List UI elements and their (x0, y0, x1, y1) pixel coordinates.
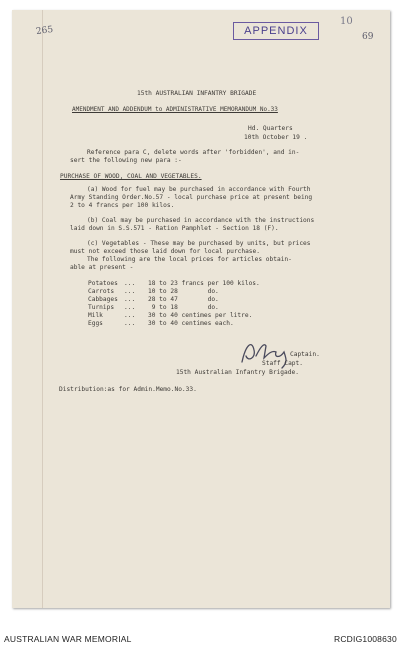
origin-hq: Hd. Quarters (248, 125, 293, 132)
handwritten-folio-number: 69 (362, 32, 374, 42)
price-value: 30 to 40 centimes each. (148, 320, 234, 327)
price-item: Turnips (88, 304, 115, 311)
reference-line-2: sert the following new para :- (70, 157, 182, 164)
price-value: 30 to 40 centimes per litre. (148, 312, 253, 319)
handwritten-annotation: 10 (340, 16, 353, 27)
para-c-line-4: able at present - (70, 264, 134, 271)
price-dots: ... (124, 304, 136, 311)
price-value: 28 to 47 do. (148, 296, 219, 303)
price-dots: ... (124, 288, 136, 295)
price-item: Potatoes (88, 280, 118, 287)
brigade-heading: 15th AUSTRALIAN INFANTRY BRIGADE (137, 90, 257, 97)
signatory-role: Staff Capt. (262, 360, 303, 367)
price-item: Eggs (88, 320, 103, 327)
para-c-line-1: (c) Vegetables - These may be purchased by units, but prices (87, 240, 311, 247)
para-b-line-1: (b) Coal may be purchased in accordance with the instructions (87, 217, 315, 224)
footer-record-id: RCDIG1008630 (334, 634, 397, 644)
margin-line (42, 10, 43, 608)
para-a-line-1: (a) Wood for fuel may be purchased in accordance with Fourth (87, 186, 311, 193)
price-item: Carrots (88, 288, 115, 295)
signatory-rank: Captain. (290, 351, 320, 358)
appendix-stamp: APPENDIX (233, 22, 319, 40)
price-item: Cabbages (88, 296, 118, 303)
price-item: Milk (88, 312, 103, 319)
reference-line-1: Reference para C, delete words after 'forbidden', and in- (87, 149, 300, 156)
price-value: 10 to 28 do. (148, 288, 219, 295)
price-dots: ... (124, 296, 136, 303)
document-title: AMENDMENT AND ADDENDUM to ADMINISTRATIVE MEMORANDUM No.33 (72, 106, 278, 113)
signatory-unit: 15th Australian Infantry Brigade. (176, 369, 299, 376)
para-a-line-2: Army Standing Order.No.57 - local purchase price at present being (70, 194, 313, 201)
price-dots: ... (124, 312, 136, 319)
para-c-line-3: The following are the local prices for articles obtain- (87, 256, 292, 263)
distribution-line: Distribution:as for Admin.Memo.No.33. (59, 386, 197, 393)
price-value: 9 to 18 do. (148, 304, 219, 311)
price-dots: ... (124, 320, 136, 327)
para-a-line-3: 2 to 4 francs per 100 kilos. (70, 202, 175, 209)
para-c-line-2: must not exceed those laid down for local purchase. (70, 248, 260, 255)
handwritten-page-number: 265 (35, 24, 54, 38)
price-value: 18 to 23 francs per 100 kilos. (148, 280, 260, 287)
para-b-line-2: laid down in S.S.571 - Ration Pamphlet - Section 18 (F). (70, 225, 279, 232)
subheading: PURCHASE OF WOOD, COAL AND VEGETABLES. (60, 173, 202, 180)
footer-archive-name: AUSTRALIAN WAR MEMORIAL (4, 634, 132, 644)
price-dots: ... (124, 280, 136, 287)
origin-date: 10th October 19 . (244, 134, 308, 141)
